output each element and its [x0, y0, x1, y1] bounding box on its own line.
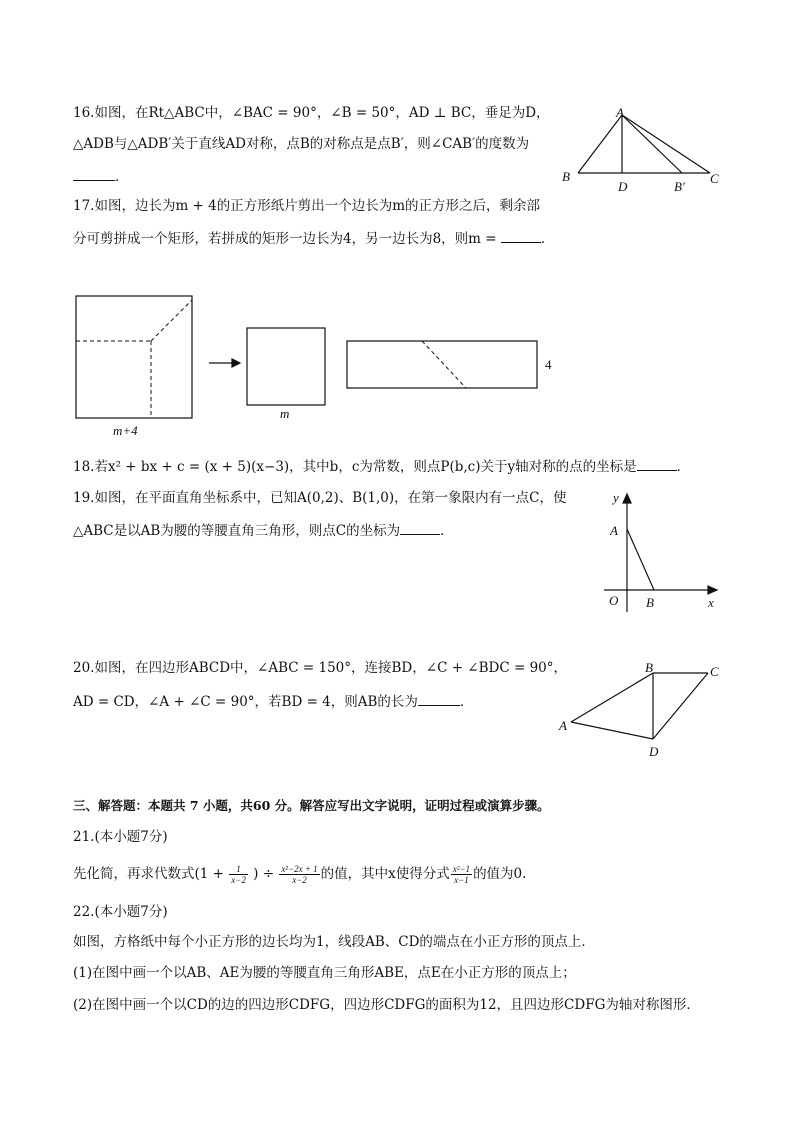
q19-label-A: A — [610, 523, 618, 538]
q19-x-arrow — [708, 586, 717, 594]
q19-label-B: B — [646, 595, 654, 610]
q22-line3: (2)在图中画一个以CD的边的四边形CDFG，四边形CDFG的面积为12，且四边形CDFG为轴对称图形． — [73, 997, 700, 1013]
q19-answer-blank[interactable] — [400, 520, 440, 535]
q19-line1: 19.如图，在平面直角坐标系中，已知A(0,2)、B(1,0)，在第一象限内有一点C，使 — [73, 490, 567, 506]
q20-label-C: C — [710, 664, 719, 679]
q20-line2 — [73, 691, 473, 711]
q17-line2 — [73, 228, 554, 248]
q20-line1: 20.如图，在四边形ABCD中，∠ABC = 150°，连接BD，∠C + ∠BDC = 90°， — [73, 660, 568, 676]
q17-answer-blank[interactable] — [501, 228, 541, 243]
q21-frac2-num: x²−2x + 1 — [281, 864, 318, 874]
q20-seg-AB — [571, 673, 653, 722]
q16-seg-AC — [622, 115, 710, 173]
q17-label-small: m — [280, 406, 290, 421]
q21-frac3-num: x²−1 — [452, 864, 471, 874]
q21-frac1-num: 1 — [229, 864, 248, 875]
q19-seg-AB — [627, 529, 654, 590]
q16-label-B: B — [562, 169, 570, 184]
q21-pre: 先化简，再求代数式(1 + — [73, 866, 224, 882]
q22-line1: 如图，方格纸中每个小正方形的边长均为1，线段AB、CD的端点在小正方形的顶点上． — [73, 934, 595, 950]
q16-label-D: D — [618, 179, 628, 194]
q17-label-big: m+4 — [113, 423, 138, 438]
q21-mid1: ) ÷ — [253, 866, 275, 882]
q17-arrow-head — [232, 359, 240, 367]
q17-figure — [70, 292, 560, 442]
q19-line2 — [73, 520, 454, 540]
q20-label-B: B — [645, 660, 653, 675]
q19-y-arrow — [623, 494, 631, 503]
q17-rect-dashed-cut — [422, 341, 466, 388]
q18-answer-blank[interactable] — [637, 456, 677, 471]
q21-fraction-3 — [451, 864, 472, 885]
q20-end: ． — [459, 694, 474, 710]
q21-heading: 21.(本小题7分) — [73, 829, 168, 845]
q16-seg-AB — [578, 115, 622, 173]
q16-answer-blank[interactable] — [73, 166, 115, 181]
q21-frac1-den: x−2 — [231, 875, 246, 885]
q19-line2-text: △ABC是以AB为腰的等腰直角三角形，则点C的坐标为 — [73, 523, 401, 539]
q16-label-A: A — [616, 105, 624, 120]
q17-cut-diagonal — [151, 300, 192, 341]
q20-answer-blank[interactable] — [418, 691, 460, 706]
q19-label-y: y — [613, 490, 619, 505]
q20-line2-text: AD = CD，∠A + ∠C = 90°，若BD = 4，则AB的长为 — [73, 694, 418, 710]
q21-mid2: 的值，其中x使得分式 — [320, 866, 450, 882]
q21-post: 的值为0. — [473, 866, 527, 882]
q17-line2-text: 分可剪拼成一个矩形，若拼成的矩形一边长为4，另一边长为8，则m = — [73, 231, 497, 247]
q21-fraction-2 — [279, 864, 319, 885]
q19-figure — [600, 488, 730, 618]
q19-end: ． — [440, 523, 454, 539]
q16-line2: △ADB与△ADB′关于直线AD对称，点B的对称点是点B′，则∠CAB′的度数为 — [73, 136, 530, 152]
q17-line1: 17.如图，边长为m + 4的正方形纸片剪出一个边长为m的正方形之后，剩余部 — [73, 198, 541, 214]
q20-label-A: A — [559, 718, 567, 733]
q19-label-x: x — [708, 595, 714, 610]
q17-rectangle — [347, 341, 537, 388]
q21-fraction-1 — [229, 864, 248, 885]
q21-frac2-den: x−2 — [292, 875, 307, 885]
q16-seg-ABp — [622, 115, 682, 173]
q16-figure — [560, 105, 730, 195]
q21-frac3-den: x−1 — [454, 875, 469, 885]
q16-label-Bp: B′ — [674, 179, 685, 194]
q22-heading: 22.(本小题7分) — [73, 904, 168, 920]
q19-label-O: O — [609, 593, 619, 608]
q16-label-C: C — [710, 171, 719, 186]
q18-end: ． — [676, 459, 691, 475]
q18-text: 18.若x² + bx + c = (x + 5)(x−3)，其中b，c为常数，则点P(b,c)关于y轴对称的点的坐标是 — [73, 459, 637, 475]
q21-expression — [73, 860, 526, 888]
q20-label-D: D — [649, 744, 659, 759]
q17-small-square — [247, 328, 325, 405]
section-3-heading: 三、解答题：本题共 7 小题，共60 分。解答应写出文字说明，证明过程或演算步骤。 — [73, 798, 550, 813]
q22-line2: (1)在图中画一个以AB、AE为腰的等腰直角三角形ABE，点E在小正方形的顶点上； — [73, 965, 576, 981]
q20-seg-CD — [653, 673, 708, 739]
q17-line2-end: ． — [540, 231, 555, 247]
q20-figure — [556, 658, 726, 763]
q16-line1: 16.如图，在Rt△ABC中，∠BAC = 90°，∠B = 50°，AD ⊥ BC，垂足为D， — [73, 105, 550, 121]
q16-line3-end: ． — [115, 169, 129, 185]
q17-big-square — [76, 296, 192, 418]
q20-seg-DA — [571, 722, 653, 739]
q16-line3 — [73, 166, 129, 186]
q18-line — [73, 456, 690, 476]
q17-label-rect: 4 — [545, 357, 552, 372]
